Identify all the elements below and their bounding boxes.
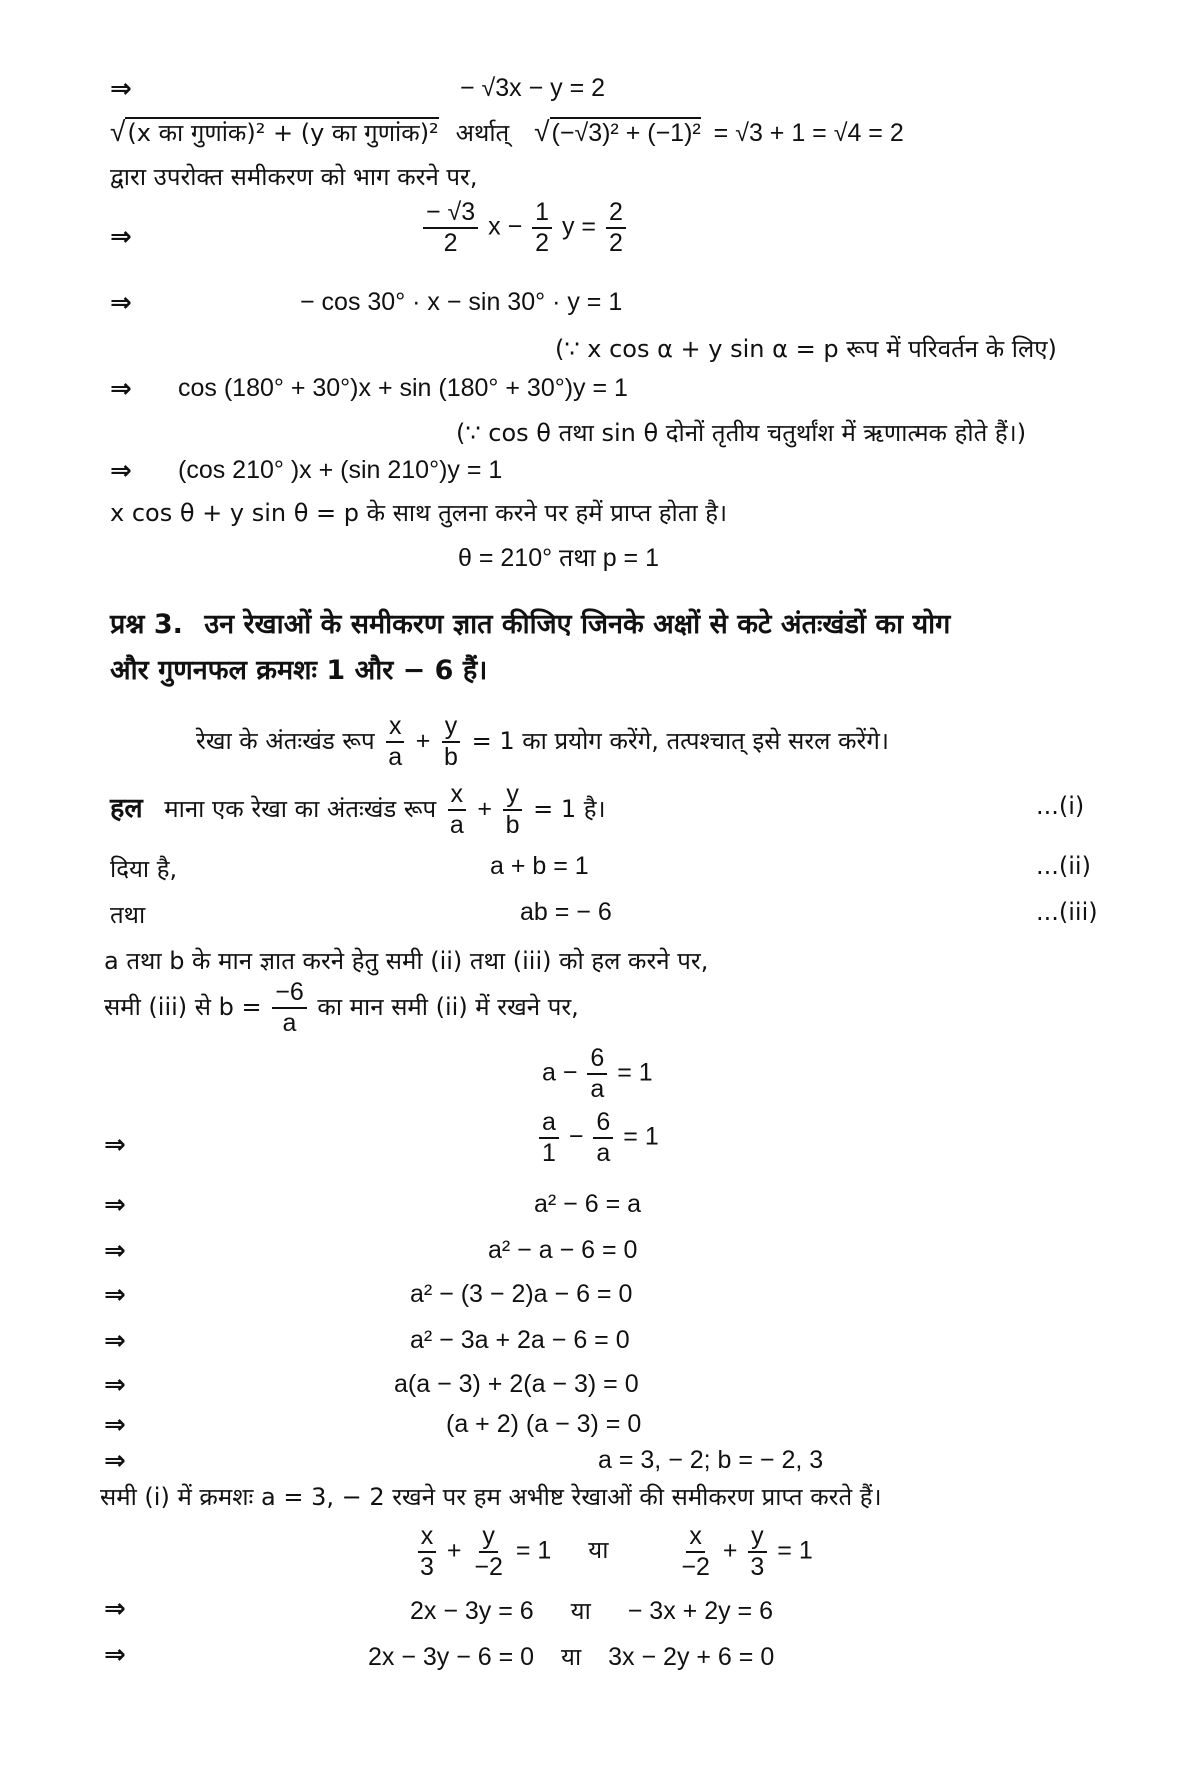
solution-intro bbox=[110, 780, 606, 840]
or-word: या bbox=[561, 1643, 582, 1671]
step-3: a² − 6 = a bbox=[534, 1190, 642, 1218]
step-6: a² − 3a + 2a − 6 = 0 bbox=[410, 1326, 630, 1354]
step-1 bbox=[542, 1044, 653, 1104]
step-term: a − bbox=[542, 1058, 578, 1087]
radical-sign: √ bbox=[110, 116, 126, 147]
solve-text: a तथा b के मान ज्ञात करने हेतु समी (ii) तथा (iii) को हल करने पर, bbox=[104, 947, 709, 975]
question-label: प्रश्न 3. bbox=[110, 609, 183, 640]
equation-2: a + b = 1 bbox=[490, 852, 589, 880]
equals-one: = 1 bbox=[777, 1536, 813, 1565]
implies-arrow: ⇒ bbox=[104, 1190, 126, 1220]
result-equation: 2x − 3y = 6 bbox=[410, 1597, 534, 1625]
fraction-denominator: −2 bbox=[681, 1552, 710, 1581]
step-9: a = 3, − 2; b = − 2, 3 bbox=[598, 1446, 824, 1474]
result-equation: 2x − 3y − 6 = 0 bbox=[368, 1643, 535, 1671]
fraction-denominator: 2 bbox=[535, 228, 550, 257]
normalizer-rhs-a: (−√3)² + (−1)² bbox=[551, 119, 701, 147]
normalizer-line bbox=[110, 116, 904, 149]
step-4: a² − a − 6 = 0 bbox=[488, 1236, 638, 1264]
normalizer-word: अर्थात् bbox=[455, 119, 510, 147]
implies-arrow: ⇒ bbox=[110, 456, 132, 486]
fraction-numerator: x bbox=[386, 712, 405, 743]
question-text-line1: उन रेखाओं के समीकरण ज्ञात कीजिए जिनके अक्षों से कटे अंतःखंडों का योग bbox=[204, 609, 951, 640]
or-word: या bbox=[570, 1597, 591, 1625]
fraction-denominator: a bbox=[388, 742, 403, 771]
fraction-denominator: a bbox=[596, 1138, 611, 1167]
divide-text: द्वारा उपरोक्त समीकरण को भाग करने पर, bbox=[110, 163, 478, 191]
fraction-numerator: − √3 bbox=[423, 198, 478, 229]
and-word: तथा bbox=[110, 901, 146, 929]
result-line-1 bbox=[410, 1594, 773, 1627]
step-2 bbox=[536, 1108, 659, 1168]
solution-intro-text: माना एक रेखा का अंतःखंड रूप bbox=[164, 794, 437, 823]
fraction-denominator: b bbox=[505, 810, 520, 839]
equation-top: − √3x − y = 2 bbox=[460, 74, 606, 102]
step-7: a(a − 3) + 2(a − 3) = 0 bbox=[394, 1370, 639, 1398]
fraction-numerator: y bbox=[442, 712, 461, 743]
fraction-denominator: 1 bbox=[542, 1138, 556, 1167]
step-term: = 1 bbox=[617, 1058, 653, 1087]
implies-arrow: ⇒ bbox=[110, 222, 132, 252]
plus-sign: + bbox=[446, 1536, 462, 1565]
fraction-numerator: y bbox=[503, 780, 522, 811]
result-equation: − 3x + 2y = 6 bbox=[627, 1597, 773, 1625]
fraction-numerator: 1 bbox=[532, 198, 552, 229]
fraction-denominator: a bbox=[282, 1008, 297, 1037]
fraction-denominator: 2 bbox=[443, 228, 458, 257]
step-term: − bbox=[568, 1122, 584, 1151]
result-equation: 3x − 2y + 6 = 0 bbox=[608, 1643, 775, 1671]
fraction-numerator: a bbox=[539, 1108, 559, 1139]
fraction-denominator: 3 bbox=[420, 1552, 434, 1581]
implies-arrow: ⇒ bbox=[104, 1410, 126, 1440]
step-5: a² − (3 − 2)a − 6 = 0 bbox=[410, 1280, 633, 1308]
fraction-numerator: x bbox=[418, 1522, 437, 1553]
implies-arrow: ⇒ bbox=[104, 1640, 126, 1670]
note-conversion: (∵ x cos α + y sin α = p रूप में परिवर्तन के लिए) bbox=[555, 335, 1057, 363]
substitution-post: का मान समी (ii) में रखने पर, bbox=[317, 992, 579, 1021]
fraction-y-term: y = bbox=[561, 212, 597, 241]
substitution-pre: समी (iii) से b = bbox=[104, 992, 262, 1021]
given-word: दिया है, bbox=[110, 855, 178, 883]
implies-arrow: ⇒ bbox=[110, 74, 132, 104]
final-fractions bbox=[414, 1522, 813, 1582]
fraction-denominator: a bbox=[449, 810, 464, 839]
fraction-denominator: −2 bbox=[474, 1552, 503, 1581]
fraction-x-term: x − bbox=[488, 212, 523, 241]
hint-line bbox=[196, 712, 889, 772]
hint-pre: रेखा के अंतःखंड रूप bbox=[196, 726, 375, 755]
plus-sign: + bbox=[722, 1536, 738, 1565]
solution-intro-end: = 1 है। bbox=[533, 794, 606, 823]
equation-ref: ...(ii) bbox=[1036, 852, 1091, 880]
compare-text: x cos θ + y sin θ = p के साथ तुलना करने पर हमें प्राप्त होता है। bbox=[110, 499, 728, 527]
implies-arrow: ⇒ bbox=[104, 1594, 126, 1624]
plus-sign: + bbox=[477, 794, 492, 823]
fraction-numerator: x bbox=[448, 780, 467, 811]
put-text: समी (i) में क्रमशः a = 3, − 2 रखने पर हम अभीष्ट रेखाओं की समीकरण प्राप्त करते हैं। bbox=[100, 1483, 882, 1511]
result-line-2 bbox=[368, 1640, 774, 1673]
equation-ref: ...(iii) bbox=[1036, 898, 1098, 926]
question-text-line2: और गुणनफल क्रमशः 1 और − 6 हैं। bbox=[110, 655, 488, 686]
theta-result: θ = 210° तथा p = 1 bbox=[458, 544, 659, 572]
implies-arrow: ⇒ bbox=[104, 1130, 126, 1160]
plus-sign: + bbox=[415, 726, 431, 755]
cos180-equation: cos (180° + 30°)x + sin (180° + 30°)y = 1 bbox=[178, 374, 628, 402]
equation-ref: ...(i) bbox=[1036, 792, 1085, 820]
question-heading bbox=[110, 604, 950, 641]
fraction-numerator: 2 bbox=[606, 198, 626, 229]
fraction-numerator: 6 bbox=[587, 1044, 607, 1075]
cos30-equation: − cos 30° · x − sin 30° · y = 1 bbox=[300, 288, 623, 316]
or-word: या bbox=[588, 1536, 609, 1565]
fraction-numerator: x bbox=[686, 1522, 705, 1553]
implies-arrow: ⇒ bbox=[104, 1280, 126, 1310]
implies-arrow: ⇒ bbox=[110, 288, 132, 318]
fraction-denominator: a bbox=[590, 1074, 605, 1103]
normalizer-lhs: (x का गुणांक)² + (y का गुणांक)² bbox=[127, 119, 439, 147]
fraction-numerator: −6 bbox=[272, 978, 307, 1009]
fraction-numerator: y bbox=[479, 1522, 498, 1553]
equation-3: ab = − 6 bbox=[520, 898, 612, 926]
hint-post: = 1 का प्रयोग करेंगे, तत्पश्चात् इसे सरल करेंगे। bbox=[471, 726, 889, 755]
fraction-denominator: 3 bbox=[750, 1552, 765, 1581]
implies-arrow: ⇒ bbox=[104, 1326, 126, 1356]
fraction-numerator: y bbox=[748, 1522, 767, 1553]
implies-arrow: ⇒ bbox=[104, 1370, 126, 1400]
step-term: = 1 bbox=[623, 1122, 659, 1151]
implies-arrow: ⇒ bbox=[104, 1446, 126, 1476]
normalizer-rhs-b: = √3 + 1 = √4 = 2 bbox=[713, 119, 904, 147]
substitution-line bbox=[104, 978, 579, 1038]
fraction-denominator: 2 bbox=[608, 228, 623, 257]
solution-label: हल bbox=[110, 792, 143, 824]
implies-arrow: ⇒ bbox=[110, 374, 132, 404]
fraction-denominator: b bbox=[444, 742, 458, 771]
fraction-numerator: 6 bbox=[593, 1108, 613, 1139]
cos210-equation: (cos 210° )x + (sin 210°)y = 1 bbox=[178, 456, 503, 484]
fraction-equation bbox=[420, 198, 629, 258]
radical-sign: √ bbox=[534, 116, 550, 147]
note-quadrant: (∵ cos θ तथा sin θ दोनों तृतीय चतुर्थांश में ऋणात्मक होते हैं।) bbox=[456, 419, 1027, 447]
equals-one: = 1 bbox=[515, 1536, 552, 1565]
step-8: (a + 2) (a − 3) = 0 bbox=[446, 1410, 642, 1438]
implies-arrow: ⇒ bbox=[104, 1236, 126, 1266]
